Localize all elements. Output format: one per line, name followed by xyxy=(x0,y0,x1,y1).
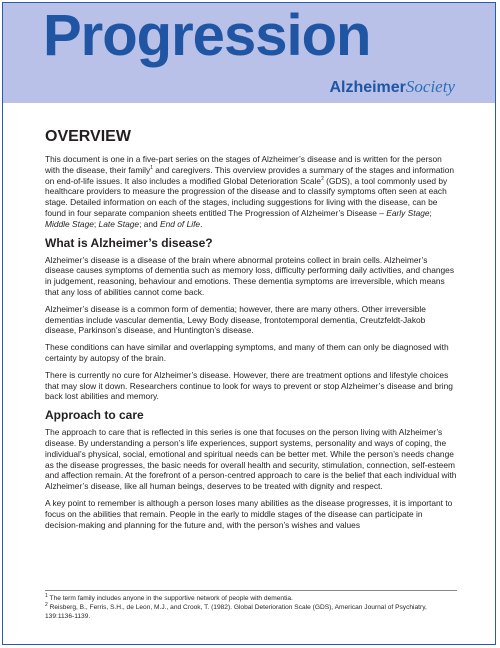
header-banner xyxy=(3,3,495,103)
footnote-text-2: Reisberg, B., Ferris, S.H., de Leon, M.J., and Crook, T. (1982). Global Deterioration Scale (GDS), American Journal of Psychiatry, 139:1136-1139. xyxy=(45,604,427,620)
footnote-ref-2: 2 xyxy=(321,175,324,182)
what-is-paragraph-2: Alzheimer’s disease is a common form of dementia; however, there are many others. Other irreversible dementias include vascular dementia, Lewy Body disease, frontotemporal dementia, Creutzfeldt-Jakob disease, Parkinson’s disease, and Huntington’s disease. xyxy=(45,303,426,336)
brand-primary: Alzheimer xyxy=(329,79,406,96)
middle-stage-title: Middle Stage xyxy=(45,218,94,229)
footnote-mark-2: 2 xyxy=(45,602,48,609)
separator: ; and xyxy=(139,218,161,229)
brand-logo xyxy=(329,78,455,96)
footnote-mark-1: 1 xyxy=(45,592,48,599)
separator: ; xyxy=(429,207,432,218)
late-stage-title: Late Stage xyxy=(98,218,140,229)
overview-text-b: and caregivers. This overview provides a summary of the stages and information on end-of-life issues. It also includes a modified Global Deterioration Scale xyxy=(45,164,455,186)
approach-heading: Approach to care xyxy=(45,408,144,423)
separator: ; xyxy=(93,218,99,229)
period: . xyxy=(200,218,203,229)
footnote-2 xyxy=(45,604,457,621)
main-content xyxy=(45,128,457,536)
footnote-text-1: The term family includes anyone in the supportive network of people with dementia. xyxy=(47,595,293,602)
footnotes xyxy=(45,590,457,622)
brand-secondary: Society xyxy=(405,77,455,96)
overview-text-c: (GDS), a tool commonly used by healthcare providers to measure the progression of the disease and to classify symptoms often seen at each stage. Detailed information on each of the stages, including suggestions for living with the disease, can be found in four separate companion sheets entitled The Progression of Alzheimer’s Disease – xyxy=(45,175,448,218)
early-stage-title: Early Stage xyxy=(386,207,430,218)
overview-paragraph xyxy=(45,154,457,230)
approach-paragraph-1: The approach to care that is reflected in this series is one that focuses on the person living with Alzheimer’s disease. By understanding a person’s life experiences, support systems, personality and ways of coping, the individual’s physical, social, emotional and spiritual needs can be better met. While the person’s needs change as the disease progresses, the basic needs for overall health and security, stimulation, connection, self-esteem and affection remain. At the forefront of a person-centred approach to care is the belief that each individual with Alzheimer’s disease, like all human beings, deserves to be treated with dignity and respect. xyxy=(45,427,457,492)
footnote-ref-1: 1 xyxy=(150,165,153,171)
footnote-1 xyxy=(45,592,457,603)
banner-title: Progression xyxy=(43,3,371,68)
what-is-paragraph-3: These conditions can have similar and overlapping symptoms, and many of them can only be diagnosed with certainty by autopsy of the brain. xyxy=(45,342,449,363)
approach-paragraph-2: A key point to remember is although a person loses many abilities as the disease progresses, it is important to focus on the abilities that remain. People in the early to middle stages of the disease can participate in decision-making and planning for the future and, with the person’s wishes and values xyxy=(45,497,453,530)
overview-text-a: This document is one in a five-part series on the stages of Alzheimer’s disease and is written for the person with the disease, their family xyxy=(45,154,442,175)
what-is-paragraph-4: There is currently no cure for Alzheimer’s disease. However, there are treatment options and lifestyle choices that may slow it down. Researchers continue to look for ways to prevent or stop Alzheimer’s disease and bring back lost abilities and memory. xyxy=(45,369,453,402)
overview-heading: OVERVIEW xyxy=(45,128,131,145)
what-is-heading: What is Alzheimer’s disease? xyxy=(45,235,213,250)
what-is-paragraph-1: Alzheimer’s disease is a disease of the brain where abnormal proteins collect in brain cells. Alzheimer’s disease causes symptoms of dementia such as memory loss, difficulty performing daily activities, and changes in judgement, reasoning, behaviour and emotions. These dementia symptoms are irreversible, which means that any loss of abilities cannot come back. xyxy=(45,254,455,297)
end-of-life-title: End of Life xyxy=(160,218,201,229)
